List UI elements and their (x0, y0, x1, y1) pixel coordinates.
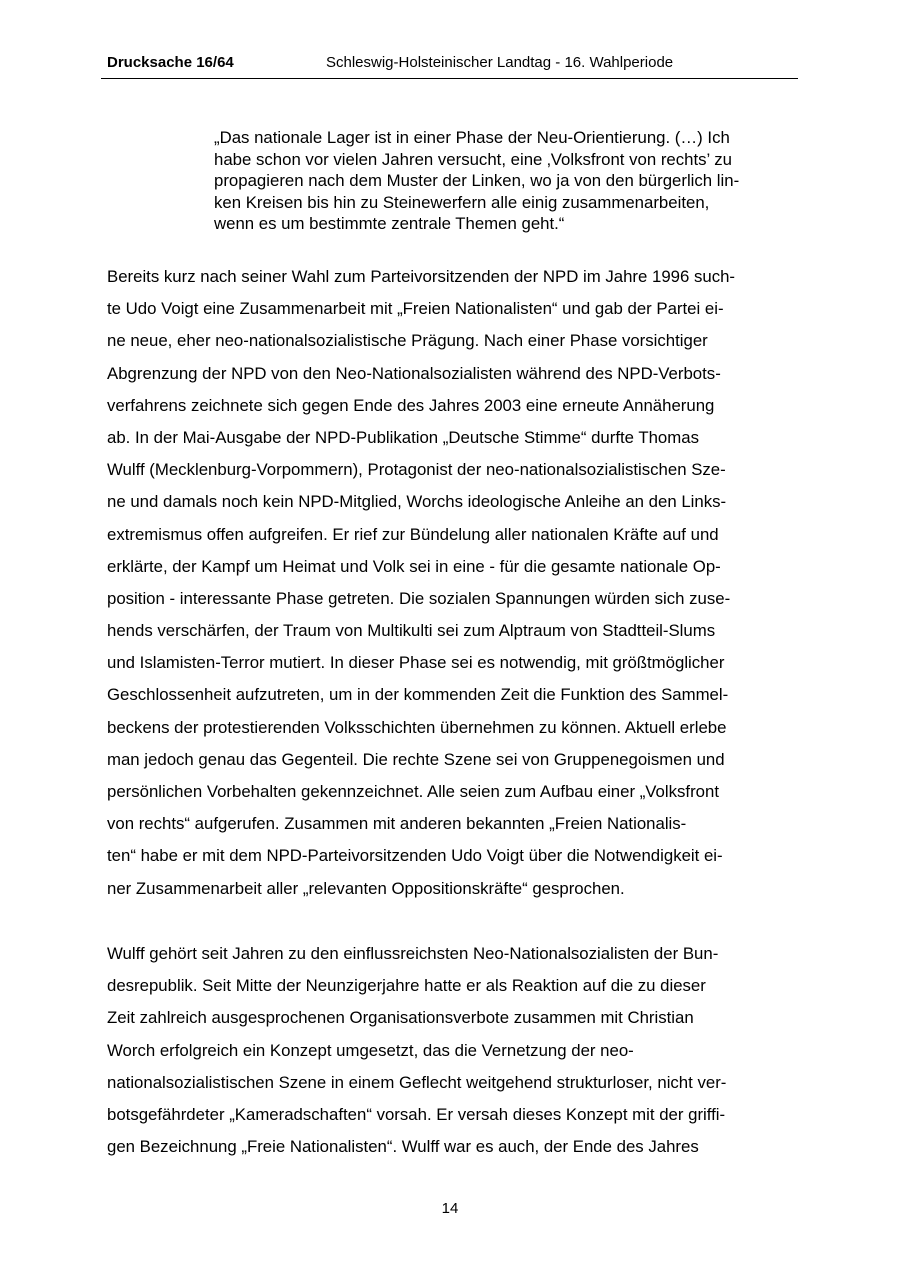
text-line: man jedoch genau das Gegenteil. Die rechte Szene sei von Gruppenegoismen und (107, 749, 725, 769)
quote-line: propagieren nach dem Muster der Linken, wo ja von den bürgerlich lin- (214, 171, 740, 190)
text-line: nationalsozialistischen Szene in einem Geflecht weitgehend strukturloser, nicht ver- (107, 1072, 727, 1092)
text-line: Worch erfolgreich ein Konzept umgesetzt, das die Vernetzung der neo- (107, 1040, 634, 1060)
text-line: Wulff (Mecklenburg-Vorpommern), Protagonist der neo-nationalsozialistischen Sze- (107, 460, 726, 480)
text-line: ab. In der Mai-Ausgabe der NPD-Publikation „Deutsche Stimme“ durfte Thomas (107, 427, 699, 447)
quote-line: wenn es um bestimmte zentrale Themen geht.“ (214, 214, 565, 233)
quote-line: habe schon vor vielen Jahren versucht, eine ‚Volksfront von rechts’ zu (214, 149, 733, 169)
text-line: te Udo Voigt eine Zusammenarbeit mit „Freien Nationalisten“ und gab der Partei ei- (107, 299, 724, 319)
text-line: Abgrenzung der NPD von den Neo-Nationalsozialisten während des NPD-Verbots- (107, 363, 721, 383)
text-line: ner Zusammenarbeit aller „relevanten Oppositionskräfte“ gesprochen. (107, 878, 625, 898)
text-line: botsgefährdeter „Kameradschaften“ vorsah. Er versah dieses Konzept mit der griffi- (107, 1104, 726, 1124)
text-line: ne neue, eher neo-nationalsozialistische Prägung. Nach einer Phase vorsichtiger (107, 331, 708, 351)
text-line: hends verschärfen, der Traum von Multikulti sei zum Alptraum von Stadtteil-Slums (107, 621, 716, 641)
page-number: 14 (441, 1200, 459, 1217)
text-line: ne und damals noch kein NPD-Mitglied, Worchs ideologische Anleihe an den Links- (107, 492, 727, 512)
text-line: desrepublik. Seit Mitte der Neunzigerjahre hatte er als Reaktion auf die zu dieser (107, 976, 706, 996)
quote-line: „Das nationale Lager ist in einer Phase der Neu-Orientierung. (…) Ich (214, 128, 730, 147)
text-line: Zeit zahlreich ausgesprochenen Organisationsverbote zusammen mit Christian (107, 1008, 694, 1028)
page-header (101, 52, 798, 79)
text-line: extremismus offen aufgreifen. Er rief zur Bündelung aller nationalen Kräfte auf und (107, 524, 719, 544)
text-line: von rechts“ aufgerufen. Zusammen mit anderen bekannten „Freien Nationalis- (107, 814, 687, 834)
document-number: Drucksache 16/64 (107, 54, 234, 71)
text-line: gen Bezeichnung „Freie Nationalisten“. Wulff war es auch, der Ende des Jahres (107, 1137, 699, 1157)
text-line: position - interessante Phase getreten. Die sozialen Spannungen würden sich zuse- (107, 588, 731, 608)
text-line: erklärte, der Kampf um Heimat und Volk sei in eine - für die gesamte nationale Op- (107, 556, 721, 576)
text-line: ten“ habe er mit dem NPD-Parteivorsitzenden Udo Voigt über die Notwendigkeit ei- (107, 846, 723, 866)
text-line: Bereits kurz nach seiner Wahl zum Parteivorsitzenden der NPD im Jahre 1996 such- (107, 267, 736, 286)
text-line: und Islamisten-Terror mutiert. In dieser Phase sei es notwendig, mit größtmöglicher (107, 653, 725, 673)
block-quote (214, 127, 794, 235)
text-line: Wulff gehört seit Jahren zu den einflussreichsten Neo-Nationalsozialisten der Bun- (107, 944, 719, 963)
parliament-title: Schleswig-Holsteinischer Landtag - 16. Wahlperiode (326, 54, 674, 71)
quote-line: ken Kreisen bis hin zu Steinewerfern alle einig zusammenarbeiten, (214, 192, 710, 212)
paragraph-wulff (107, 938, 797, 1163)
text-line: persönlichen Vorbehalten gekennzeichnet. Alle seien zum Aufbau einer „Volksfront (107, 782, 719, 801)
text-line: beckens der protestierenden Volksschichten übernehmen zu können. Aktuell erlebe (107, 717, 727, 737)
text-line: verfahrens zeichnete sich gegen Ende des Jahres 2003 eine erneute Annäherung (107, 395, 715, 415)
paragraph-npd-voigt (107, 261, 797, 905)
text-line: Geschlossenheit aufzutreten, um in der kommenden Zeit die Funktion des Sammel- (107, 685, 729, 705)
